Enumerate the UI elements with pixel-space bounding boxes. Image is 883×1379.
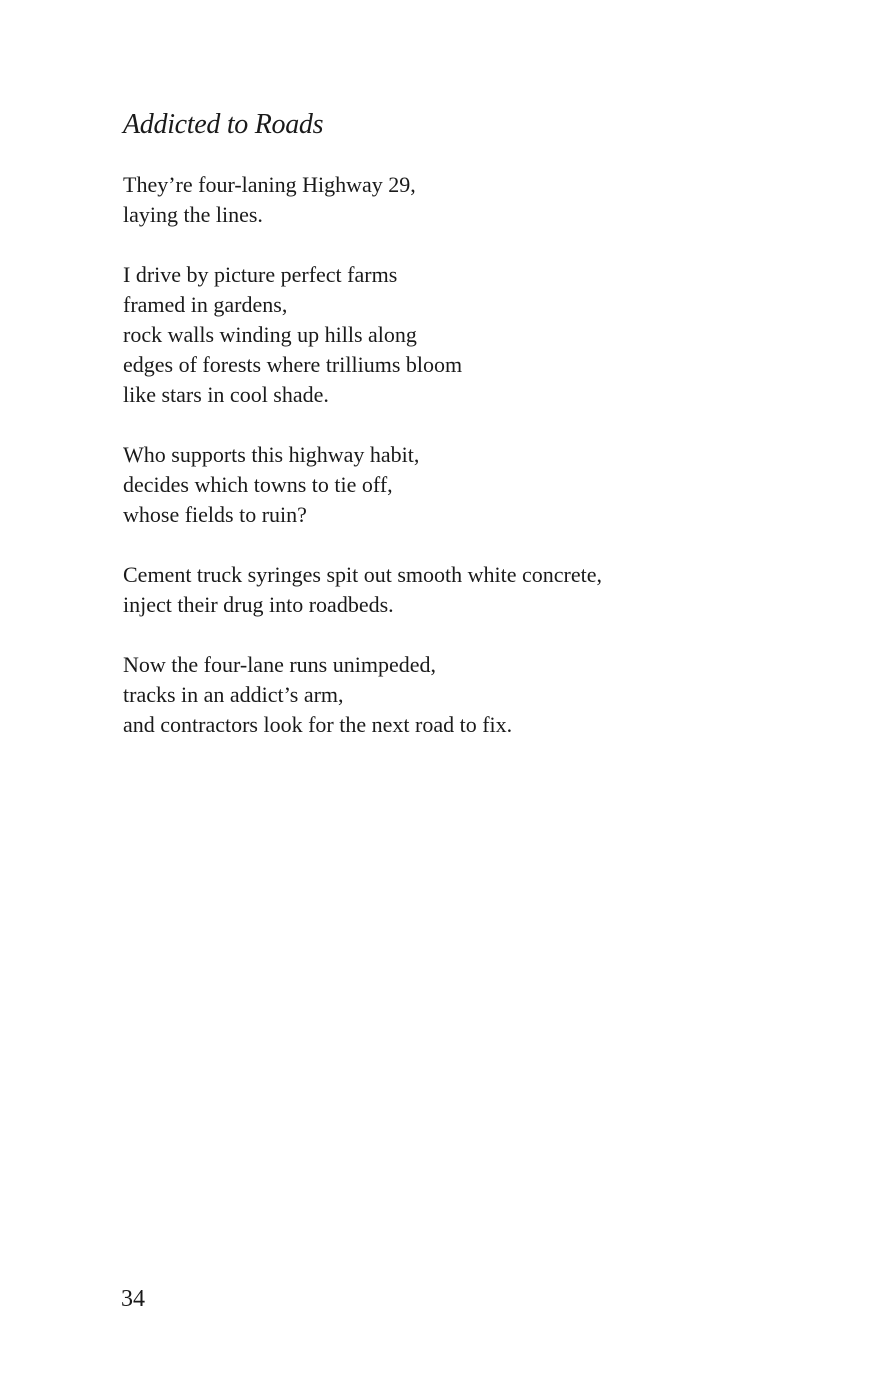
poem-line: edges of forests where trilliums bloom xyxy=(123,352,463,377)
poem-line: framed in gardens, xyxy=(123,292,288,317)
stanza-4 xyxy=(123,560,823,620)
poem-body xyxy=(123,170,823,770)
stanza-1 xyxy=(123,170,823,230)
poem-line: Cement truck syringes spit out smooth white concrete, xyxy=(123,562,603,587)
page-number: 34 xyxy=(121,1286,145,1312)
poem-line: inject their drug into roadbeds. xyxy=(123,592,394,617)
poem-line: like stars in cool shade. xyxy=(123,382,329,407)
poem-line: whose fields to ruin? xyxy=(123,502,307,527)
poem-title: Addicted to Roads xyxy=(123,109,324,140)
poem-line: and contractors look for the next road to fix. xyxy=(123,712,513,737)
poem-line: I drive by picture perfect farms xyxy=(123,262,398,287)
poem-line: Who supports this highway habit, xyxy=(123,442,420,467)
poem-line: Now the four-lane runs unimpeded, xyxy=(123,652,436,677)
stanza-2 xyxy=(123,260,823,410)
poem-line: decides which towns to tie off, xyxy=(123,472,393,497)
stanza-3 xyxy=(123,440,823,530)
poem-line: They’re four-laning Highway 29, xyxy=(123,172,416,197)
poem-line: rock walls winding up hills along xyxy=(123,322,417,347)
poem-line: tracks in an addict’s arm, xyxy=(123,682,344,707)
poem-line: laying the lines. xyxy=(123,202,263,227)
stanza-5 xyxy=(123,650,823,740)
